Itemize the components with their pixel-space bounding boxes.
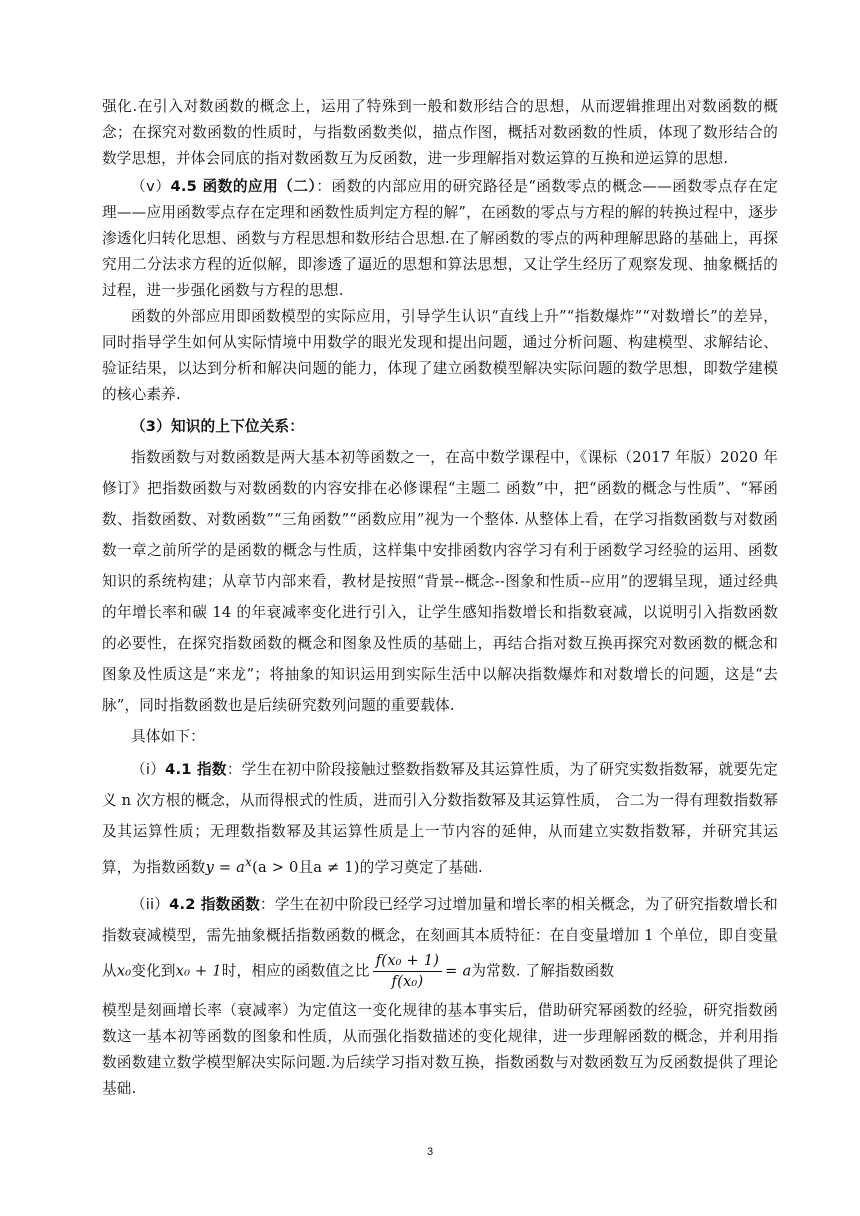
paragraph-details-intro: 具体如下： [131,728,205,745]
formula-exponential-function: $y = a^x(a > 0$且a ≠ 1) [205,855,360,876]
document-page [102,94,778,1102]
paragraph-exponential-function-4-2: （ii）4.2 指数函数：学生在初中阶段已经学习过增加量和增长率的相关概念，为了研究指数增长和指数衰减模型，需先抽象概括指数函数的概念，在刻画其本质特征：在自变量增加 1 个单位，即自变量从x₀变化到x₀ + 1时，相应的函数值之比 $\frac{\text{f(x₀ + 1)}}{\text{f(x₀)}}$ = a为常数. 了解指数函数 [102,895,778,990]
section-label-4-1: （i）4.1 指数 [131,761,227,778]
paragraph-log-function-summary: 强化.在引入对数函数的概念上，运用了特殊到一般和数形结合的思想，从而逻辑推理出对数函数的概念；在探究对数函数的性质时，与指数函数类似，描点作图，概括对数函数的性质，体现了数形结合的数学思想，并体会同底的指对数函数互为反函数，进一步理解指对数运算的互换和逆运算的思想. [102,98,778,167]
section-label-4-5: （v）4.5 函数的应用（二） [131,178,317,195]
section-heading-knowledge-relation: （3）知识的上下位关系： [131,418,305,435]
paragraph-function-application: （v）4.5 函数的应用（二）：函数的内部应用的研究路径是“函数零点的概念——函数零点存在定理——应用函数零点存在定理和函数性质判定方程的解”，在函数的零点与方程的解的转换过程中，逐步渗透化归转化思想、函数与方程思想和数形结合思想.在了解函数的零点的两种理解思路的基础上，再探究用二分法求方程的近似解，即渗透了逼近的思想和算法思想，又让学生经历了观察发现、抽象概括的过程，进一步强化函数与方程的思想. [102,178,778,299]
paragraph-exponential-model: 模型是刻画增长率（衰减率）为定值这一变化规律的基本事实后，借助研究幂函数的经验，研究指数函数这一基本初等函数的图象和性质，从而强化指数描述的变化规律，进一步理解函数的概念，并利用指数函数建立数学模型解决实际问题.为后续学习指对数互换，指数函数与对数函数互为反函数提供了理论基础. [102,1001,778,1097]
page-number: 3 [426,1146,434,1158]
formula-ratio-fraction: $\frac{\text{f(x₀ + 1)}}{\text{f(x₀)}}$ [373,951,442,992]
paragraph-exponential-log-overview: 指数函数与对数函数是两大基本初等函数之一，在高中数学课程中，《课标（2017 年版）2020 年修订》把指数函数与对数函数的内容安排在必修课程“主题二 函数”中，把“函数的概念与性质”、“幂函数、指数函数、对数函数”“三角函数”“函数应用”视为一个整体. 从整体上看，在学习指数函数与对数函数一章之前所学的是函数的概念与性质，这样集中安排函数内容学习有利于函数学习经验的运用、函数知识的系统构建；从章节内部来看，教材是按照“背景--概念--图象和性质--应用”的逻辑呈现，通过经典的年增长率和碳 14 的年衰减率变化进行引入，让学生感知指数增长和指数衰减，以说明引入指数函数的必要性，在探究指数函数的概念和图象及性质的基础上，再结合指对数互换再探究对数函数的概念和图象及性质这是“来龙”；将抽象的知识运用到实际生活中以解决指数爆炸和对数增长的问题，这是“去脉”，同时指数函数也是后续研究数列问题的重要载体. [102,449,778,714]
section-label-4-2: （ii）4.2 指数函数 [131,895,261,913]
paragraph-external-application: 函数的外部应用即函数模型的实际应用，引导学生认识“直线上升”“指数爆炸”“对数增长”的差异，同时指导学生如何从实际情境中用数学的眼光发现和提出问题，通过分析问题、构建模型、求解结论、验证结果，以达到分析和解决问题的能力，体现了建立函数模型解决实际问题的数学思想，即数学建模的核心素养. [102,308,778,403]
paragraph-exponent-4-1: （i）4.1 指数：学生在初中阶段接触过整数指数幂及其运算性质，为了研究实数指数幂，就要先定义 n 次方根的概念，从而得根式的性质，进而引入分数指数幂及其运算性质， 合二为一得有理数指数幂及其运算性质；无理数指数幂及其运算性质是上一节内容的延伸，从而建立实数指数幂，并研究其运算，为指数函数$y = a^x(a > 0$且a ≠ 1)的学习奠定了基础. [102,761,779,876]
